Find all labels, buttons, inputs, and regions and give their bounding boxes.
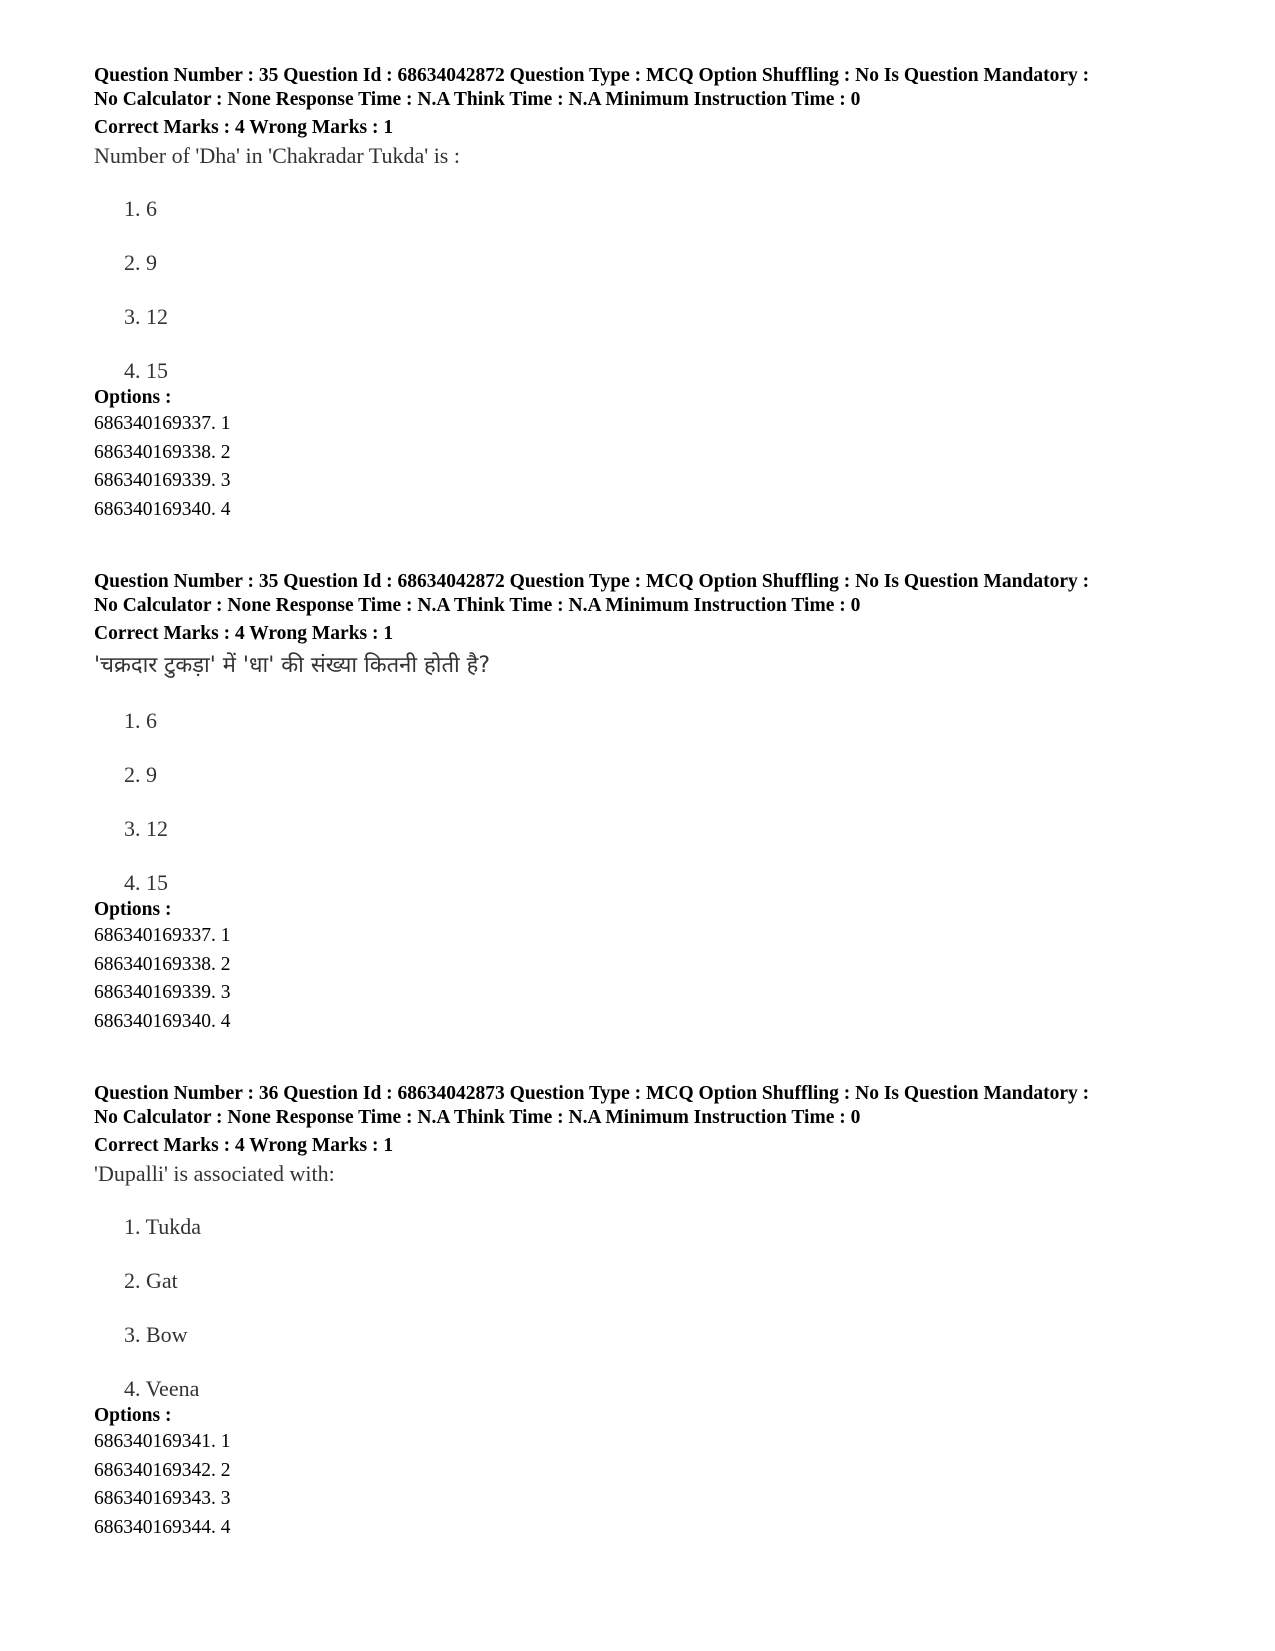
option-id-row: 686340169340. 4 — [94, 498, 231, 520]
choice-item: 2. 9 — [124, 762, 157, 787]
option-id-row: 686340169338. 2 — [94, 441, 231, 463]
choice-item: 2. Gat — [124, 1268, 178, 1293]
option-id-row: 686340169338. 2 — [94, 953, 231, 975]
option-id-row: 686340169340. 4 — [94, 1010, 231, 1032]
choice-item: 1. 6 — [124, 196, 157, 221]
option-id-row: 686340169343. 3 — [94, 1488, 231, 1509]
question-meta-line: No Calculator : None Response Time : N.A Think Time : N.A Minimum Instruction Time : 0 — [94, 89, 861, 110]
choice-list — [124, 708, 1214, 896]
choice-list — [124, 196, 1214, 384]
question-marks: Correct Marks : 4 Wrong Marks : 1 — [94, 117, 394, 138]
choice-item: 3. Bow — [124, 1322, 188, 1347]
options-label: Options : — [94, 899, 172, 920]
choice-item: 3. 12 — [124, 304, 168, 329]
choice-item: 1. Tukda — [124, 1214, 202, 1239]
choice-item: 4. 15 — [124, 358, 168, 383]
question-meta-line: Question Number : 35 Question Id : 68634042872 Question Type : MCQ Option Shuffling : No Is Question Mandatory : — [94, 65, 1090, 86]
question-block — [94, 570, 1214, 1036]
option-id-row: 686340169344. 4 — [94, 1516, 231, 1538]
choice-item: 4. Veena — [124, 1376, 200, 1401]
options-label: Options : — [94, 387, 172, 408]
option-id-row: 686340169337. 1 — [94, 925, 231, 946]
option-id-row: 686340169341. 1 — [94, 1431, 231, 1452]
question-meta-line: Question Number : 35 Question Id : 68634042872 Question Type : MCQ Option Shuffling : No Is Question Mandatory : — [94, 571, 1090, 592]
question-meta-line: No Calculator : None Response Time : N.A Think Time : N.A Minimum Instruction Time : 0 — [94, 595, 861, 616]
choice-item: 1. 6 — [124, 708, 157, 733]
question-block — [94, 64, 1214, 524]
option-id-row: 686340169337. 1 — [94, 413, 231, 434]
question-marks: Correct Marks : 4 Wrong Marks : 1 — [94, 623, 394, 644]
options-label: Options : — [94, 1405, 172, 1426]
option-id-row: 686340169339. 3 — [94, 982, 231, 1003]
question-stem: Number of 'Dha' in 'Chakradar Tukda' is : — [94, 143, 460, 168]
choice-item: 3. 12 — [124, 816, 168, 841]
question-meta-line: No Calculator : None Response Time : N.A Think Time : N.A Minimum Instruction Time : 0 — [94, 1107, 861, 1128]
question-stem: 'Dupalli' is associated with: — [94, 1161, 335, 1186]
choice-item: 2. 9 — [124, 250, 157, 275]
question-marks: Correct Marks : 4 Wrong Marks : 1 — [94, 1135, 394, 1156]
question-paper-page — [94, 64, 1214, 1588]
choice-list — [124, 1214, 1214, 1402]
option-id-row: 686340169342. 2 — [94, 1459, 231, 1481]
question-stem: 'चक्रदार टुकड़ा' में 'धा' की संख्या कितनी होती है? — [94, 653, 491, 678]
question-meta-line: Question Number : 36 Question Id : 68634042873 Question Type : MCQ Option Shuffling : No Is Question Mandatory : — [94, 1083, 1090, 1104]
option-id-row: 686340169339. 3 — [94, 470, 231, 491]
question-block — [94, 1082, 1214, 1542]
choice-item: 4. 15 — [124, 870, 168, 895]
